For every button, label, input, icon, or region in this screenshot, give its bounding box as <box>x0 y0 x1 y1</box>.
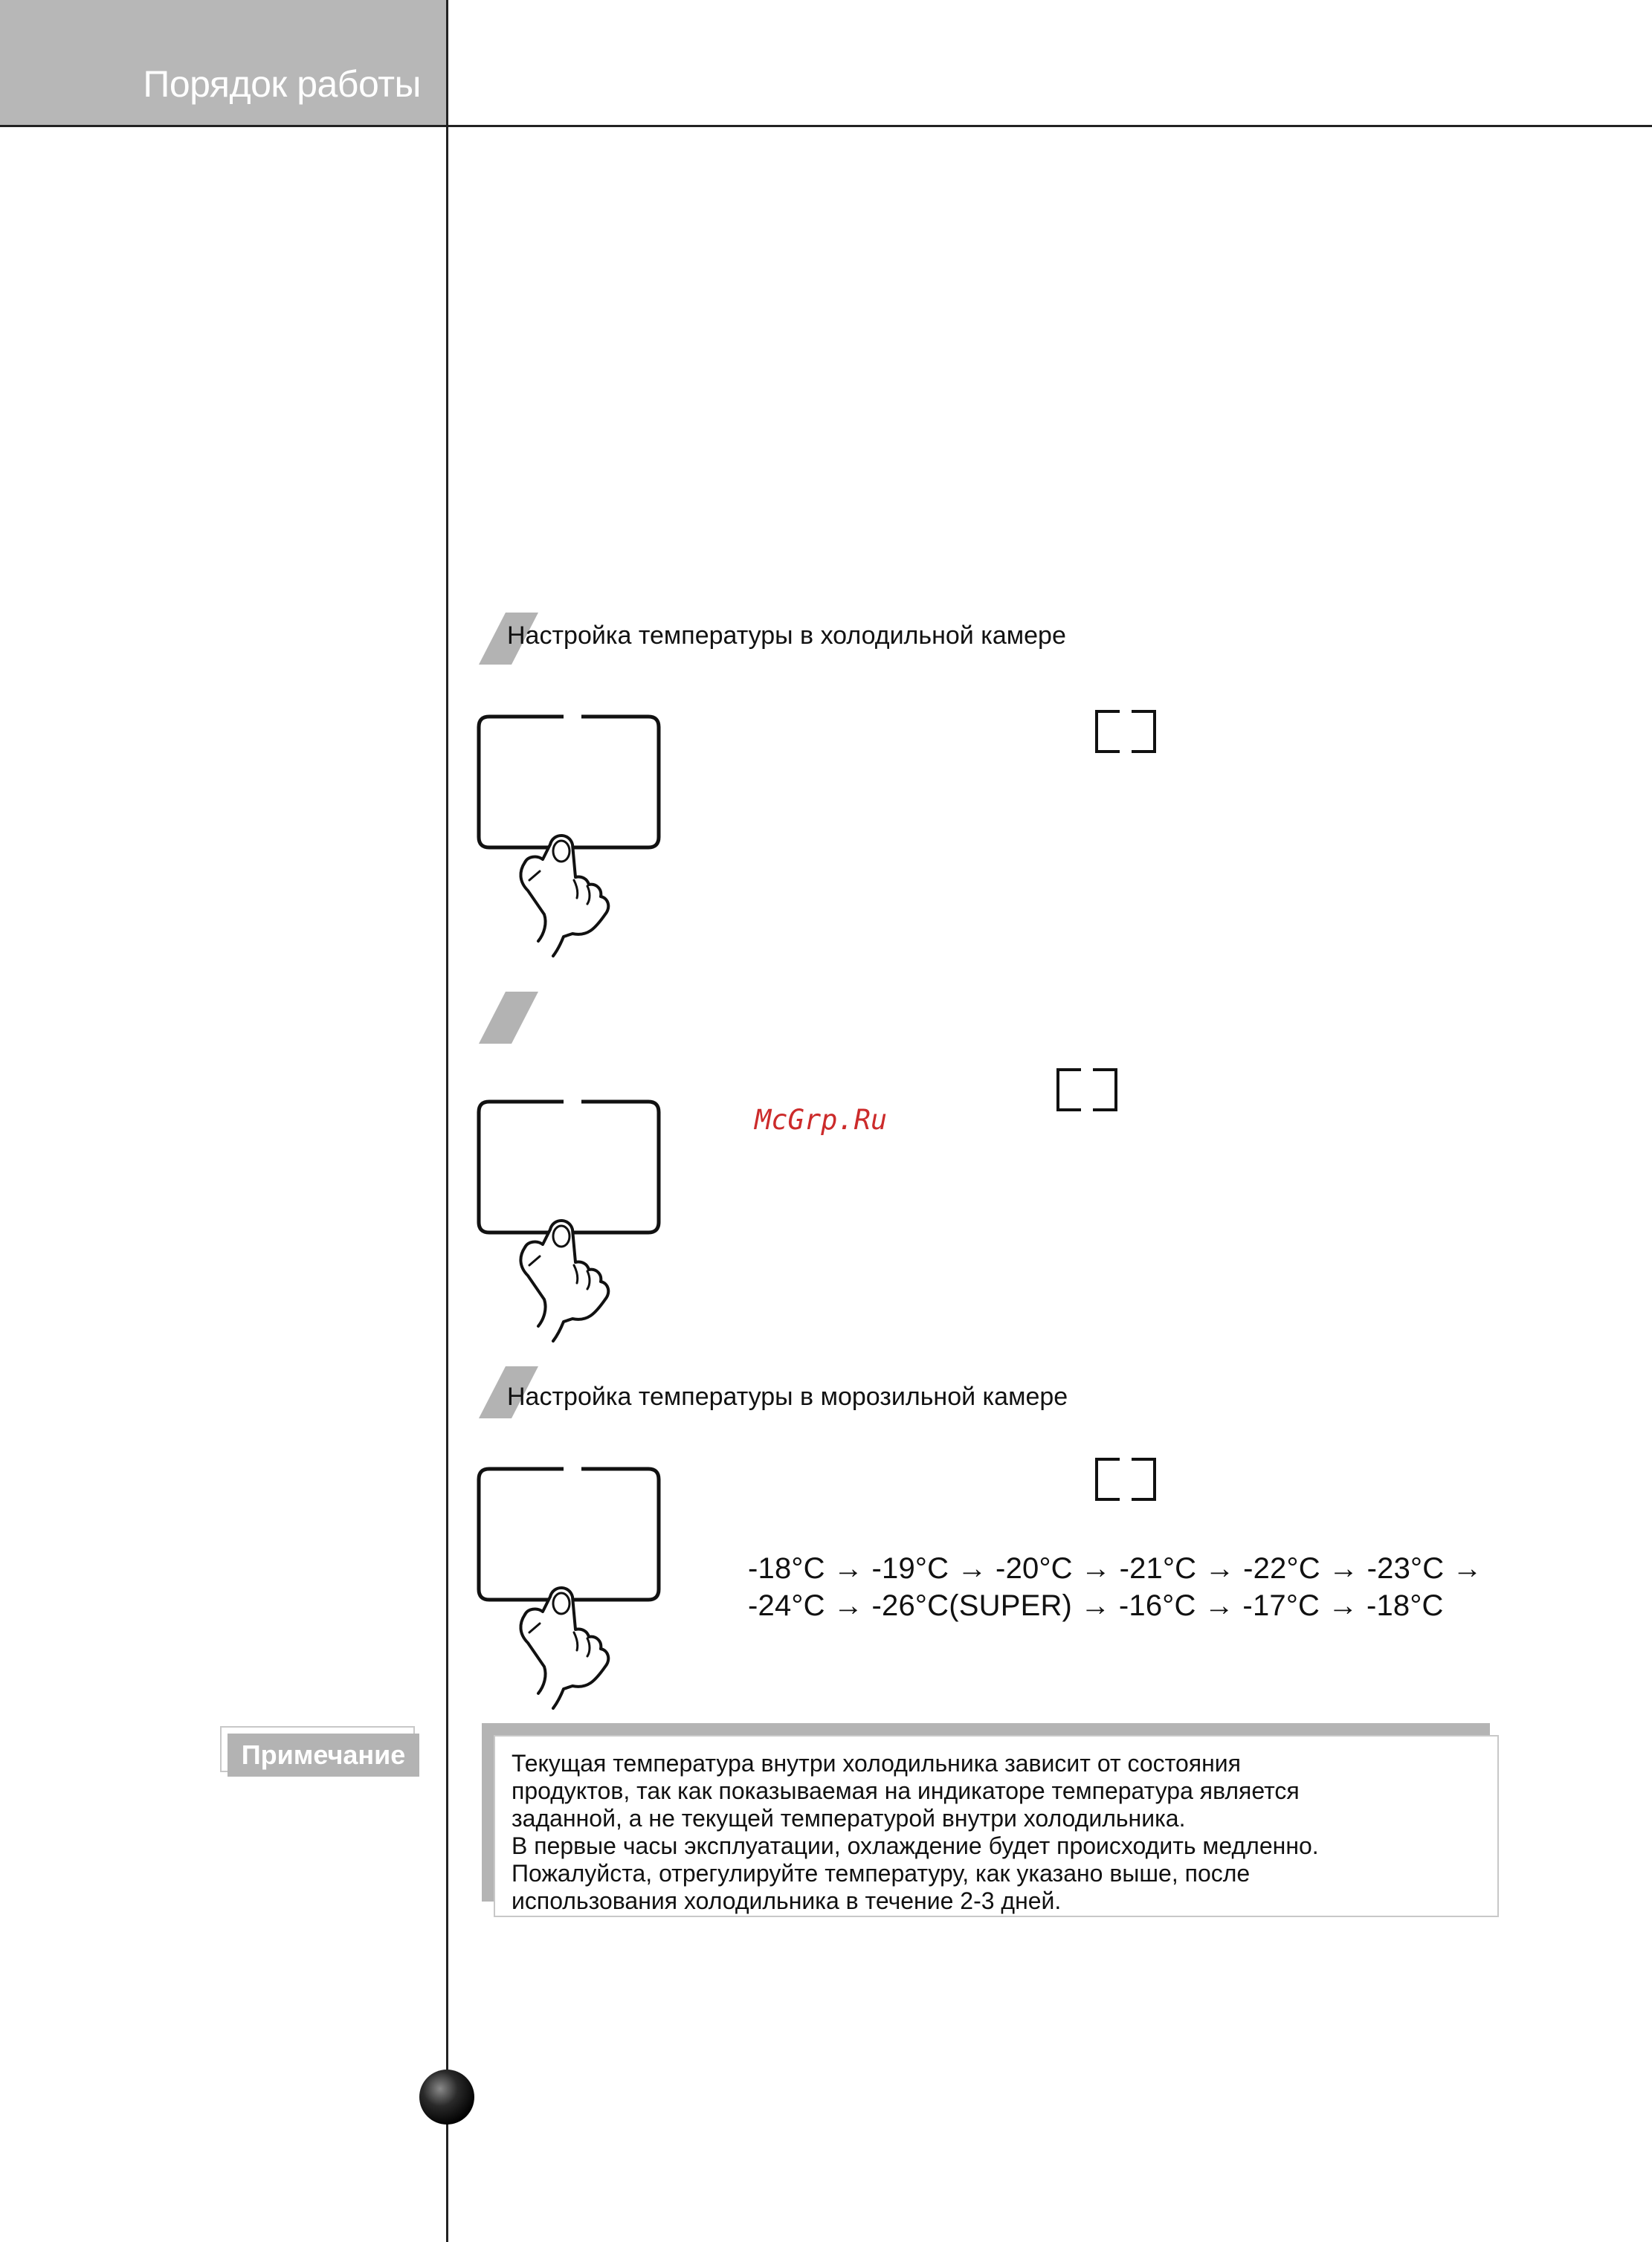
note-label <box>220 1726 419 1777</box>
display-segment-icon <box>1094 709 1157 754</box>
control-panel-press-icon <box>476 714 662 959</box>
note-line: использования холодильника в течение 2-3 дней. <box>512 1887 1062 1914</box>
section-heading-freezer: Настройка температуры в морозильной камере <box>507 1383 1068 1411</box>
note-line: продуктов, так как показываемая на индикаторе температура является <box>512 1777 1300 1804</box>
header-tab <box>0 0 446 126</box>
note-line: Текущая температура внутри холодильника зависит от состояния <box>512 1750 1241 1777</box>
note-label-text: Примечание <box>241 1739 406 1770</box>
section-marker-icon <box>479 992 538 1044</box>
control-panel-press-icon <box>476 1099 662 1344</box>
temperature-sequence-line-1: -18°C → -19°C → -20°C → -21°C → -22°C → -23°C → <box>748 1552 1482 1585</box>
note-line: Пожалуйста, отрегулируйте температуру, как указано выше, после <box>512 1860 1251 1887</box>
note-line: В первые часы эксплуатации, охлаждение будет происходить медленно. <box>512 1832 1319 1859</box>
header-divider <box>0 125 1652 127</box>
page-title: Порядок работы <box>143 63 421 105</box>
note-line: заданной, а не текущей температурой внутри холодильника. <box>512 1805 1186 1832</box>
temperature-sequence-line-2: -24°C → -26°C(SUPER) → -16°C → -17°C → -18°C <box>748 1589 1444 1622</box>
section-heading-refrigerator: Настройка температуры в холодильной камере <box>507 621 1066 650</box>
watermark-text: McGrp.Ru <box>755 1104 888 1136</box>
note-box <box>494 1735 1499 1917</box>
page-marker-dot <box>419 2070 474 2125</box>
vertical-divider <box>446 0 448 2242</box>
display-segment-icon <box>1094 1457 1157 1502</box>
display-segment-icon <box>1056 1067 1118 1112</box>
control-panel-press-icon <box>476 1466 662 1711</box>
